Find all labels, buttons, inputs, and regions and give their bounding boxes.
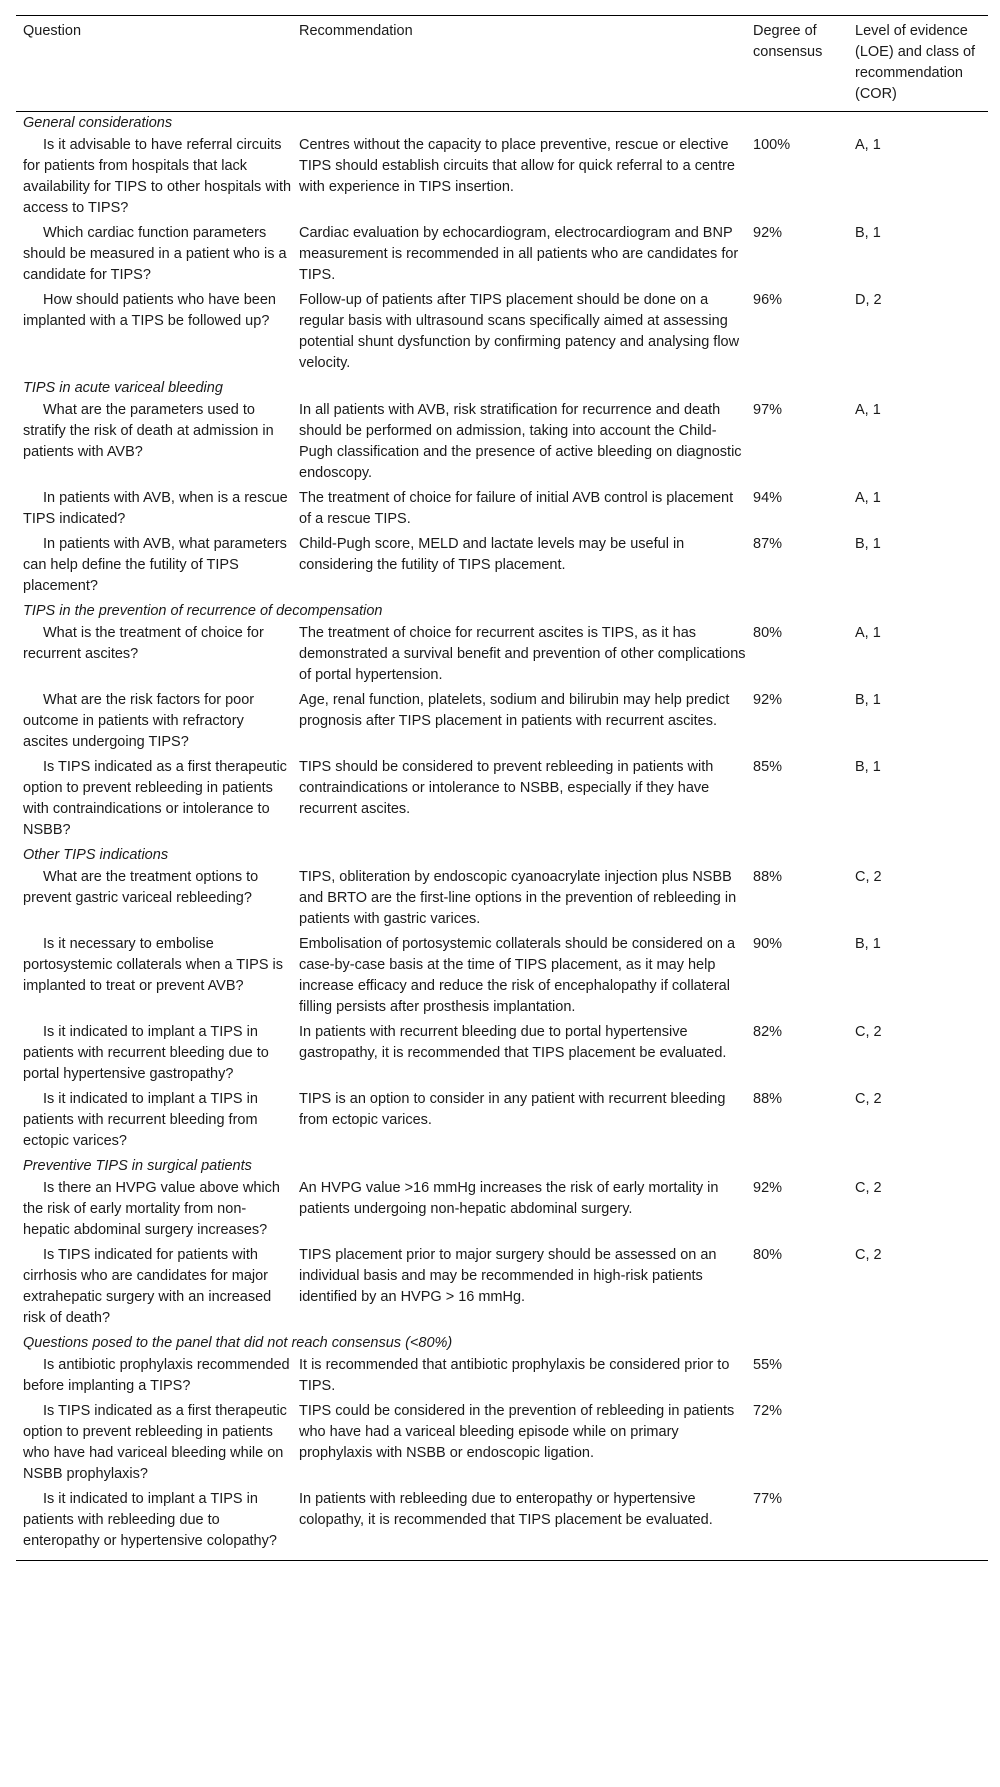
table-row (16, 487, 988, 533)
header-recommendation: Recommendation (299, 23, 413, 39)
recommendation-cell: Follow-up of patients after TIPS placement should be done on a regular basis with ultrasound scans specifically aimed at assessing potential shunt dysfunction by confirming patency and analysing flow velocity. (299, 292, 740, 371)
loe-cor-cell: B, 1 (855, 225, 881, 241)
question-cell: Which cardiac function parameters should be measured in a patient who is a candidate for TIPS? (23, 225, 287, 283)
loe-cor-cell: A, 1 (855, 137, 881, 153)
table-row (16, 1488, 988, 1560)
consensus-cell: 72% (753, 1403, 783, 1419)
recommendation-cell: TIPS placement prior to major surgery should be assessed on an individual basis and may be recommended in high-risk patients identified by an HVPG > 16 mmHg. (299, 1247, 717, 1305)
table-row (16, 1088, 988, 1155)
consensus-cell: 94% (753, 490, 783, 506)
recommendation-cell: Centres without the capacity to place preventive, rescue or elective TIPS should establish circuits that allow for quick referral to a centre with experience in TIPS insertion. (299, 137, 735, 195)
table-row (16, 933, 988, 1021)
tips-recommendations-table (16, 15, 988, 1561)
table-body (16, 112, 988, 1560)
recommendation-cell: The treatment of choice for failure of initial AVB control is placement of a rescue TIPS. (299, 490, 734, 527)
question-cell: Is antibiotic prophylaxis recommended before implanting a TIPS? (23, 1357, 290, 1394)
recommendation-cell: The treatment of choice for recurrent ascites is TIPS, as it has demonstrated a survival benefit and prevention of other complications of portal hypertension. (299, 625, 746, 683)
question-cell: Is TIPS indicated for patients with cirrhosis who are candidates for major extrahepatic surgery with an increased risk of death? (23, 1247, 272, 1326)
header-level-of-evidence: Level of evidence (LOE) and class of recommendation (COR) (855, 23, 976, 102)
consensus-cell: 92% (753, 1180, 783, 1196)
question-cell: Is TIPS indicated as a first therapeutic option to prevent rebleeding in patients with contraindications or intolerance to NSBB? (23, 759, 287, 838)
consensus-cell: 96% (753, 292, 783, 308)
question-cell: How should patients who have been implanted with a TIPS be followed up? (23, 292, 276, 329)
loe-cor-cell: B, 1 (855, 536, 881, 552)
section-title: TIPS in acute variceal bleeding (23, 380, 223, 396)
recommendation-cell: In all patients with AVB, risk stratification for recurrence and death should be performed on admission, taking into account the Child-Pugh classification and the presence of active bleeding on diagnostic endoscopy. (299, 402, 742, 481)
table-row (16, 1244, 988, 1332)
table-row (16, 134, 988, 222)
header-degree-of-consensus: Degree of consensus (753, 23, 823, 60)
question-cell: Is it indicated to implant a TIPS in patients with rebleeding due to enteropathy or hypertensive colopathy? (23, 1491, 277, 1549)
table-row (16, 1400, 988, 1488)
question-cell: In patients with AVB, when is a rescue TIPS indicated? (23, 490, 288, 527)
table-row (16, 622, 988, 689)
consensus-cell: 88% (753, 1091, 783, 1107)
consensus-cell: 88% (753, 869, 783, 885)
section-title: Other TIPS indications (23, 847, 169, 863)
loe-cor-cell: A, 1 (855, 402, 881, 418)
consensus-cell: 90% (753, 936, 783, 952)
question-cell: What are the risk factors for poor outcome in patients with refractory ascites undergoing TIPS? (23, 692, 255, 750)
consensus-cell: 77% (753, 1491, 783, 1507)
question-cell: Is there an HVPG value above which the risk of early mortality from non-hepatic abdominal surgery increases? (23, 1180, 280, 1238)
question-cell: Is it indicated to implant a TIPS in patients with recurrent bleeding from ectopic varices? (23, 1091, 258, 1149)
question-cell: What is the treatment of choice for recurrent ascites? (23, 625, 264, 662)
header-question: Question (23, 23, 82, 39)
loe-cor-cell: A, 1 (855, 490, 881, 506)
question-cell: Is it advisable to have referral circuits for patients from hospitals that lack availability for TIPS to other hospitals with access to TIPS? (23, 137, 292, 216)
loe-cor-cell: C, 2 (855, 1024, 882, 1040)
consensus-cell: 85% (753, 759, 783, 775)
consensus-cell: 55% (753, 1357, 783, 1373)
loe-cor-cell: A, 1 (855, 625, 881, 641)
consensus-cell: 100% (753, 137, 791, 153)
table-row (16, 1021, 988, 1088)
consensus-cell: 80% (753, 1247, 783, 1263)
question-cell: Is it indicated to implant a TIPS in patients with recurrent bleeding due to portal hypertensive gastropathy? (23, 1024, 269, 1082)
table-row (16, 222, 988, 289)
table-row (16, 289, 988, 377)
recommendation-cell: Child-Pugh score, MELD and lactate levels may be useful in considering the futility of TIPS placement. (299, 536, 685, 573)
question-cell: In patients with AVB, what parameters can help define the futility of TIPS placement? (23, 536, 287, 594)
section-title: TIPS in the prevention of recurrence of decompensation (23, 603, 383, 619)
loe-cor-cell: C, 2 (855, 1091, 882, 1107)
recommendation-cell: In patients with rebleeding due to enteropathy or hypertensive colopathy, it is recommended that TIPS placement be evaluated. (299, 1491, 713, 1528)
loe-cor-cell: B, 1 (855, 692, 881, 708)
recommendation-cell: Embolisation of portosystemic collaterals should be considered on a case-by-case basis at the time of TIPS placement, as it may help increase efficacy and reduce the risk of encephalopathy if collateral filling persists after prosthesis implantation. (299, 936, 736, 1015)
recommendation-cell: Cardiac evaluation by echocardiogram, electrocardiogram and BNP measurement is recommended in all patients who are candidates for TIPS. (299, 225, 739, 283)
recommendation-cell: TIPS, obliteration by endoscopic cyanoacrylate injection plus NSBB and BRTO are the first-line options in the prevention of rebleeding in patients with gastric varices. (299, 869, 737, 927)
recommendation-cell: TIPS could be considered in the prevention of rebleeding in patients who have had a variceal bleeding episode while on primary prophylaxis with NSBB or endoscopic ligation. (299, 1403, 735, 1461)
loe-cor-cell: C, 2 (855, 1180, 882, 1196)
table-row (16, 1177, 988, 1244)
recommendation-cell: In patients with recurrent bleeding due to portal hypertensive gastropathy, it is recommended that TIPS placement be evaluated. (299, 1024, 727, 1061)
recommendation-cell: TIPS should be considered to prevent rebleeding in patients with contraindications or intolerance to NSBB, especially if they have recurrent ascites. (299, 759, 714, 817)
recommendation-cell: TIPS is an option to consider in any patient with recurrent bleeding from ectopic varices. (299, 1091, 726, 1128)
table-row (16, 399, 988, 487)
consensus-cell: 92% (753, 225, 783, 241)
loe-cor-cell: B, 1 (855, 936, 881, 952)
loe-cor-cell: C, 2 (855, 1247, 882, 1263)
consensus-cell: 97% (753, 402, 783, 418)
loe-cor-cell: B, 1 (855, 759, 881, 775)
table-row (16, 689, 988, 756)
section-title: Preventive TIPS in surgical patients (23, 1158, 252, 1174)
recommendation-cell: It is recommended that antibiotic prophylaxis be considered prior to TIPS. (299, 1357, 730, 1394)
section-title: Questions posed to the panel that did not reach consensus (<80%) (23, 1335, 453, 1351)
question-cell: Is TIPS indicated as a first therapeutic option to prevent rebleeding in patients who have had variceal bleeding while on NSBB prophylaxis? (23, 1403, 287, 1482)
section-title: General considerations (23, 115, 173, 131)
consensus-cell: 87% (753, 536, 783, 552)
question-cell: Is it necessary to embolise portosystemic collaterals when a TIPS is implanted to treat or prevent AVB? (23, 936, 284, 994)
consensus-cell: 80% (753, 625, 783, 641)
loe-cor-cell: C, 2 (855, 869, 882, 885)
table-row (16, 866, 988, 933)
table-header-row (16, 16, 988, 112)
consensus-cell: 92% (753, 692, 783, 708)
table-row (16, 533, 988, 600)
table-row (16, 756, 988, 844)
recommendation-cell: Age, renal function, platelets, sodium and bilirubin may help predict prognosis after TIPS placement in patients with recurrent ascites. (299, 692, 730, 729)
consensus-cell: 82% (753, 1024, 783, 1040)
recommendation-cell: An HVPG value >16 mmHg increases the risk of early mortality in patients undergoing non-hepatic abdominal surgery. (299, 1180, 719, 1217)
question-cell: What are the treatment options to prevent gastric variceal rebleeding? (23, 869, 259, 906)
question-cell: What are the parameters used to stratify the risk of death at admission in patients with AVB? (23, 402, 274, 460)
table-row (16, 1354, 988, 1400)
loe-cor-cell: D, 2 (855, 292, 882, 308)
